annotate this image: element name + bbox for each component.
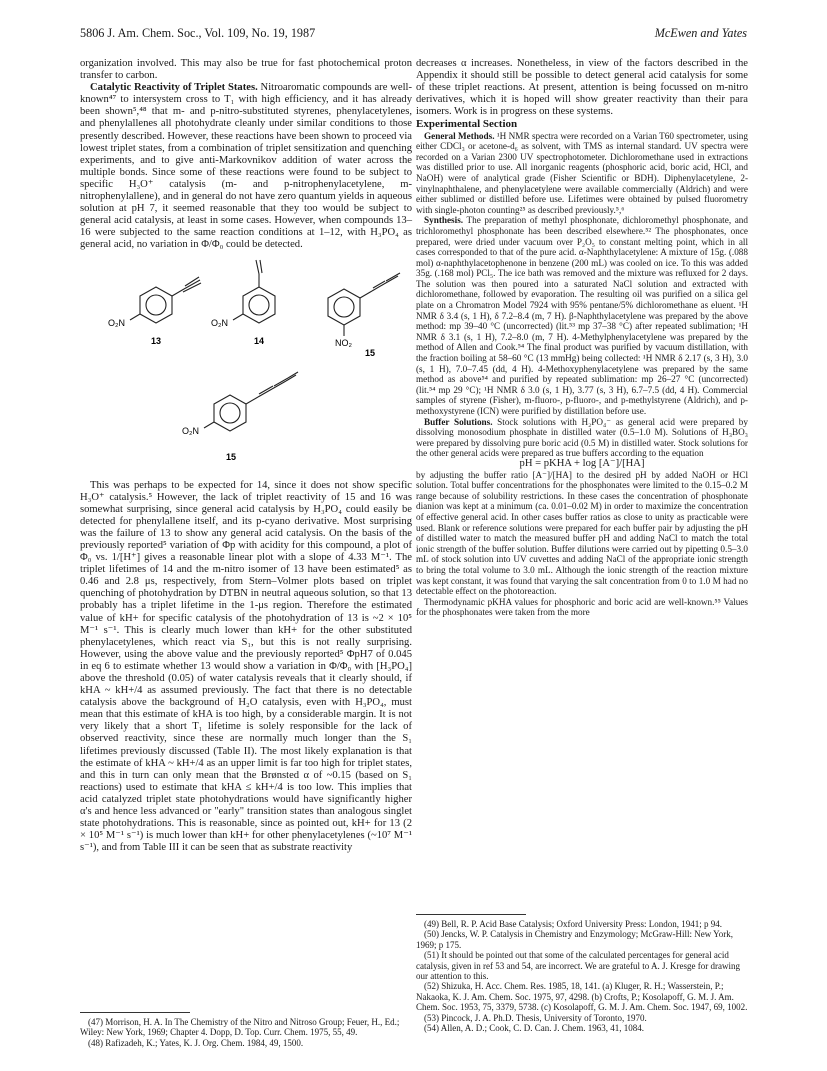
footnote-divider [416,914,526,915]
nitro-label: NO₂ [335,337,352,348]
right-column [416,58,748,618]
footnote: (50) Jencks, W. P. Catalysis in Chemistry and Enzymology; McGraw-Hill: New York, 1969; p 175. [416,929,733,950]
footnote: (54) Allen, A. D.; Cook, C. D. Can. J. Chem. 1963, 41, 1084. [424,1023,644,1034]
compound-number: 13 [151,335,162,346]
paragraph: Thermodynamic pKHA values for phosphoric and boric acid are well-known.⁵⁵ Values for the phosphonates were taken from the more [416,596,748,618]
run-in-title: Buffer Solutions. [424,416,493,427]
paragraph-text: ¹H NMR spectra were recorded on a Varian T60 spectrometer, using either CDCl₃ or acetone-d₆ as solvent, with TMS as internal standard. UV spectra were recorded on a Varian 2300 UV spectrophotometer. Dichloromethane used in extractions was distilled prior to use. All inorganic reagents (phosphoric acid, boric acid, HCl, and NaOH) were of analytical grade (Fisher Scientific or BDH). Diphenylacetylene, 2-vinylnaphthalene, and phenylacetylene were available commercially (Aldrich) and were either sublimed or distilled before use. Lifetimes were obtained by pulsed fluorometry with single-photon counting²⁵ as described previously.⁵,⁶ [416,130,748,215]
paragraph [416,215,748,416]
equation: pH = pKHA + log [A⁻]/[HA] [519,457,645,469]
compound-number: 14 [254,335,265,346]
footnote: (48) Rafizadeh, K.; Yates, K. J. Org. Chem. 1984, 49, 1500. [88,1037,304,1048]
structures-figure [80,256,412,476]
footnote: (52) Shizuka, H. Acc. Chem. Res. 1985, 18, 141. (a) Kluger, R. H.; Wasserstein, P.; Nakaoka, K. J. Am. Chem. Soc. 1975, 97, 4298. (b) Crofts, P.; Kosolapoff, G. M. J. Am. Chem. Soc. 1953, 75, 3379, 5738. (c) Kosolapoff, G. M. J. Am. Chem. Soc. 1947, 69, 1002. [416,981,748,1013]
left-column [80,58,412,854]
structure-13 [130,277,201,323]
nitro-label: O₂N [108,317,125,328]
footnote: (53) Pincock, J. A. Ph.D. Thesis, University of Toronto, 1970. [424,1012,647,1023]
paragraph-text: Nitroaromatic compounds are well-known⁴⁷ to intersystem cross to T₁ with high efficiency, and it has already been shown⁵,⁴⁸ that m- and p-nitro-substituted styrenes, phenylacetylenes, and phenylallenes all photohydrate cleanly under similar conditions to those presently described. However, these reactions have been shown to proceed via lowest triplet states, from a combination of triplet sensitization and quenching experiments, and to give anti-Markovnikov addition of water across the multiple bonds. Since some of these reactions were found to be subject to specific H₃O⁺ catalysis (m- and p-nitrophenylacetylene, m-nitrophenylallene), and in general do not have zero quantum yields in aqueous solution at pH 7, it seemed reasonable that they too would be subject to general acid catalysis, at least in some cases. However, when compounds 13–16 were subjected to the same reaction conditions at 1–12, with H₃PO₄ as general acid, no variation in Φ/Φ₀ could be detected. [80,82,412,251]
footnotes-left [80,1000,412,1048]
footnote-divider [80,1012,190,1013]
section-heading: Experimental Section [416,118,518,131]
paragraph: This was perhaps to be expected for 14, since it does not show specific H₃O⁺ catalysis.⁵ However, the lack of triplet reactivity of 15 and 16 was somewhat surprising, since general acid catalysis by H₃PO₄ could easily be detected for phenylallene itself, and its p-cyano derivative. Most surprising was the failure of 13 to show any general acid catalysis. On the basis of the previously reported⁵ variation of Φp with acidity for this compound, a plot of Φ₀ vs. 1/[H⁺] gives a reasonable linear plot with a slope of 4.33 M⁻¹. The triplet lifetimes of 14 and the m-nitro isomer of 13 have been estimated⁵ as 0.46 and 2.8 μs, respectively, from Stern–Volmer plots based on triplet quenching of photohydration by DTBN in neutral aqueous solution, so that 13 probably has a triplet lifetime in the 1-μs region. Therefore the estimated value of kH+ for specific catalysis of the photohydration of 13 is ~2 × 10⁵ M⁻¹ s⁻¹. This is clearly much lower than kH+ for the other substituted phenylacetylenes, which react via S₁, but this is not really surprising. However, using the above value and the previously reported⁵ ΦpH7 of 0.045 in eq 6 to estimate whether 13 would show a variation in Φ/Φ₀ with [H₃PO₄] above the threshold (0.05) of water catalysis reveals that it clearly should, if kHA ~ kH+/4 as assumed previously. The fact that there is no detectable catalysis above the background of H₂O catalysis, even with H₃PO₄, must mean that this estimate of kHA is too high, by a considerable margin. It is not very likely that a short T₁ lifetime is solely responsible for the lack of observed reactivity, since these are normally much longer than the S₁ lifetimes previously discussed (Table II). The most likely explanation is that the estimate of kHA ~ kH+/4 as an upper limit is far too high for triplet states, and this in turn can only mean that the Brønsted α of ~0.15 (based on S₁ reactions) used to estimate that kHA ≤ kH+/4 is too low. This implies that acid catalyzed triplet state photohydrations would have significantly higher α's and hence less advanced or "early" transition states than analogous singlet state photohydrations. This is reasonable, since as pointed out, kH+ for 13 (2 × 10⁵ M⁻¹ s⁻¹) is much lower than kH+ for other phenylacetylenes (~10⁷ M⁻¹ s⁻¹), and from Table III it can be seen that as substrate reactivity [80,479,412,854]
structure-15-a [328,273,400,336]
chemical-structures [80,256,412,476]
running-header-left: 5806 J. Am. Chem. Soc., Vol. 109, No. 19, 1987 [80,26,316,40]
nitro-label: O₂N [211,317,228,328]
running-header-right: McEwen and Yates [654,26,747,40]
paragraph [416,417,748,459]
run-in-title: General Methods. [424,130,495,141]
paragraph [80,82,412,251]
section-run-in-title: Catalytic Reactivity of Triplet States. [90,82,258,94]
paragraph: decreases α increases. Nonetheless, in view of the factors described in the Appendix it should still be possible to detect general acid catalysis for some of these triplet reactions. At present, attention is being focussed on m-nitro derivatives, which it is hoped will show greater reactivity than their para isomers. Work is in progress on these systems. [416,58,748,118]
footnote: (51) It should be pointed out that some of the calculated percentages for general acid catalysis, given in ref 53 and 54, are incorrect. We are grateful to A. J. Kresge for drawing our attention to this. [416,950,740,982]
structure-14 [233,260,275,323]
footnote: (49) Bell, R. P. Acid Base Catalysis; Oxford University Press: London, 1941; p 94. [424,919,722,929]
paragraph-text: Stock solutions with H₂PO₄⁻ as general acid were prepared by dissolving monosodium phosphate in distilled water (0.5–1.0 M). Solutions of H₃BO₃ were prepared by dissolving pure boric acid (0.5 M) in distilled water. Stock solutions for the other general acids were prepared as true buffers according to the equation [416,416,748,459]
structure-15-b [204,372,298,431]
experimental-section [416,131,748,618]
nitro-label: O₂N [182,425,199,436]
compound-number: 15 [226,451,237,462]
run-in-title: Synthesis. [424,215,464,226]
compound-number: 15 [365,347,376,358]
paragraph: by adjusting the buffer ratio [A⁻]/[HA] to the desired pH by added NaOH or HCl solution. Total buffer concentrations for the phosphonates were limited to the 0.15–0.2 M range because of solubility restrictions. In these cases the concentration of phosphonate dianion was kept at a minimum (ca. 0.01–0.02 M) in order to maximize the concentration of effective general acid. In other cases buffer ratios as close to unity as practicable were used. Blank or reference solutions were prepared for each buffer pair by adjusting the pH of distilled water to match the measured buffer pH and adding NaCl to match the total ionic strength of the buffer solution. Buffer dilutions were carried out by pipetting 0.5–3.0 mL of stock solution into UV cuvettes and adding NaCl of the appropriate ionic strength to bring the total volume to 3.0 mL. Although the ionic strength of the reaction mixture was kept constant, it was found that varying the salt concentration from 0 to 1.0 M had no detectable effect on the photoreaction. [416,469,748,597]
footnote: (47) Morrison, H. A. In The Chemistry of the Nitro and Nitroso Group; Feuer, H., Ed.; Wiley: New York, 1969; Chapter 4. Dopp, D. Top. Curr. Chem. 1975, 55, 49. [80,1017,400,1038]
paragraph [416,131,748,216]
footnotes-right [416,902,748,1033]
paragraph-text: The preparation of methyl phosphonate, dichloromethyl phosphonate, and trichloromethyl phosphonate has been described elsewhere.⁵² The phosphonates, once prepared, were dried under vacuum over P₂O₅ to constant melting point, which in all cases corresponded to that of the pure acid. α-Naphthylacetylene: A mixture of 15g. (.088 mol) α-naphthylacetophenone in benzene (200 mL) was cooled on ice. To this was added 35g. (.168 mol) PCl₅. The ice bath was removed and the mixture was refluxed for 2 days. The solution was then poured into a saturated NaCl solution and extracted with dichloromethane, followed by evaporation. The resulting oil was purified on a silica gel plate on a Chromatron Model 7924 with 95% pentane/5% dichloromethane as eluent. ¹H NMR δ 3.4 (s, 1 H), δ 7.2–8.4 (m, 7 H). β-Naphthylacetylene was prepared by the above method: mp 39–40 °C (uncorrected) (lit.⁵³ mp 37–38 °C) after repeated sublimation; ¹H NMR δ 3.1 (s, 1 H), 7.2–8.0 (m, 7 H). 4-Methylphenylacetylene was prepared by the method of Allen and Cook.⁵⁴ The final product was purified by vacuum distillation, with the fraction boiling at 58–60 °C (13 mmHg) being collected: ¹H NMR δ 2.17 (s, 3 H), 3.0 (s, 1 H), 7.0–7.45 (dd, 4 H). 4-Methoxyphenylacetylene was prepared by the same method as above⁵⁴ and purified by repeated sublimation: mp 26–27 °C (uncorrected) (lit.⁵⁴ mp 29 °C); ¹H NMR δ 3.0 (s, 1 H), 3.77 (s, 3 H), 6.7–7.5 (dd, 4 H). Commercial samples of styrene (Fisher), m-fluoro-, p-fluoro-, and p-methylstyrene (Aldrich), and p-methoxystyrene (ICN) were purified by distillation before use. [416,215,748,416]
paragraph: organization involved. This may also be true for fast photochemical proton transfer to carbon. [80,58,412,82]
